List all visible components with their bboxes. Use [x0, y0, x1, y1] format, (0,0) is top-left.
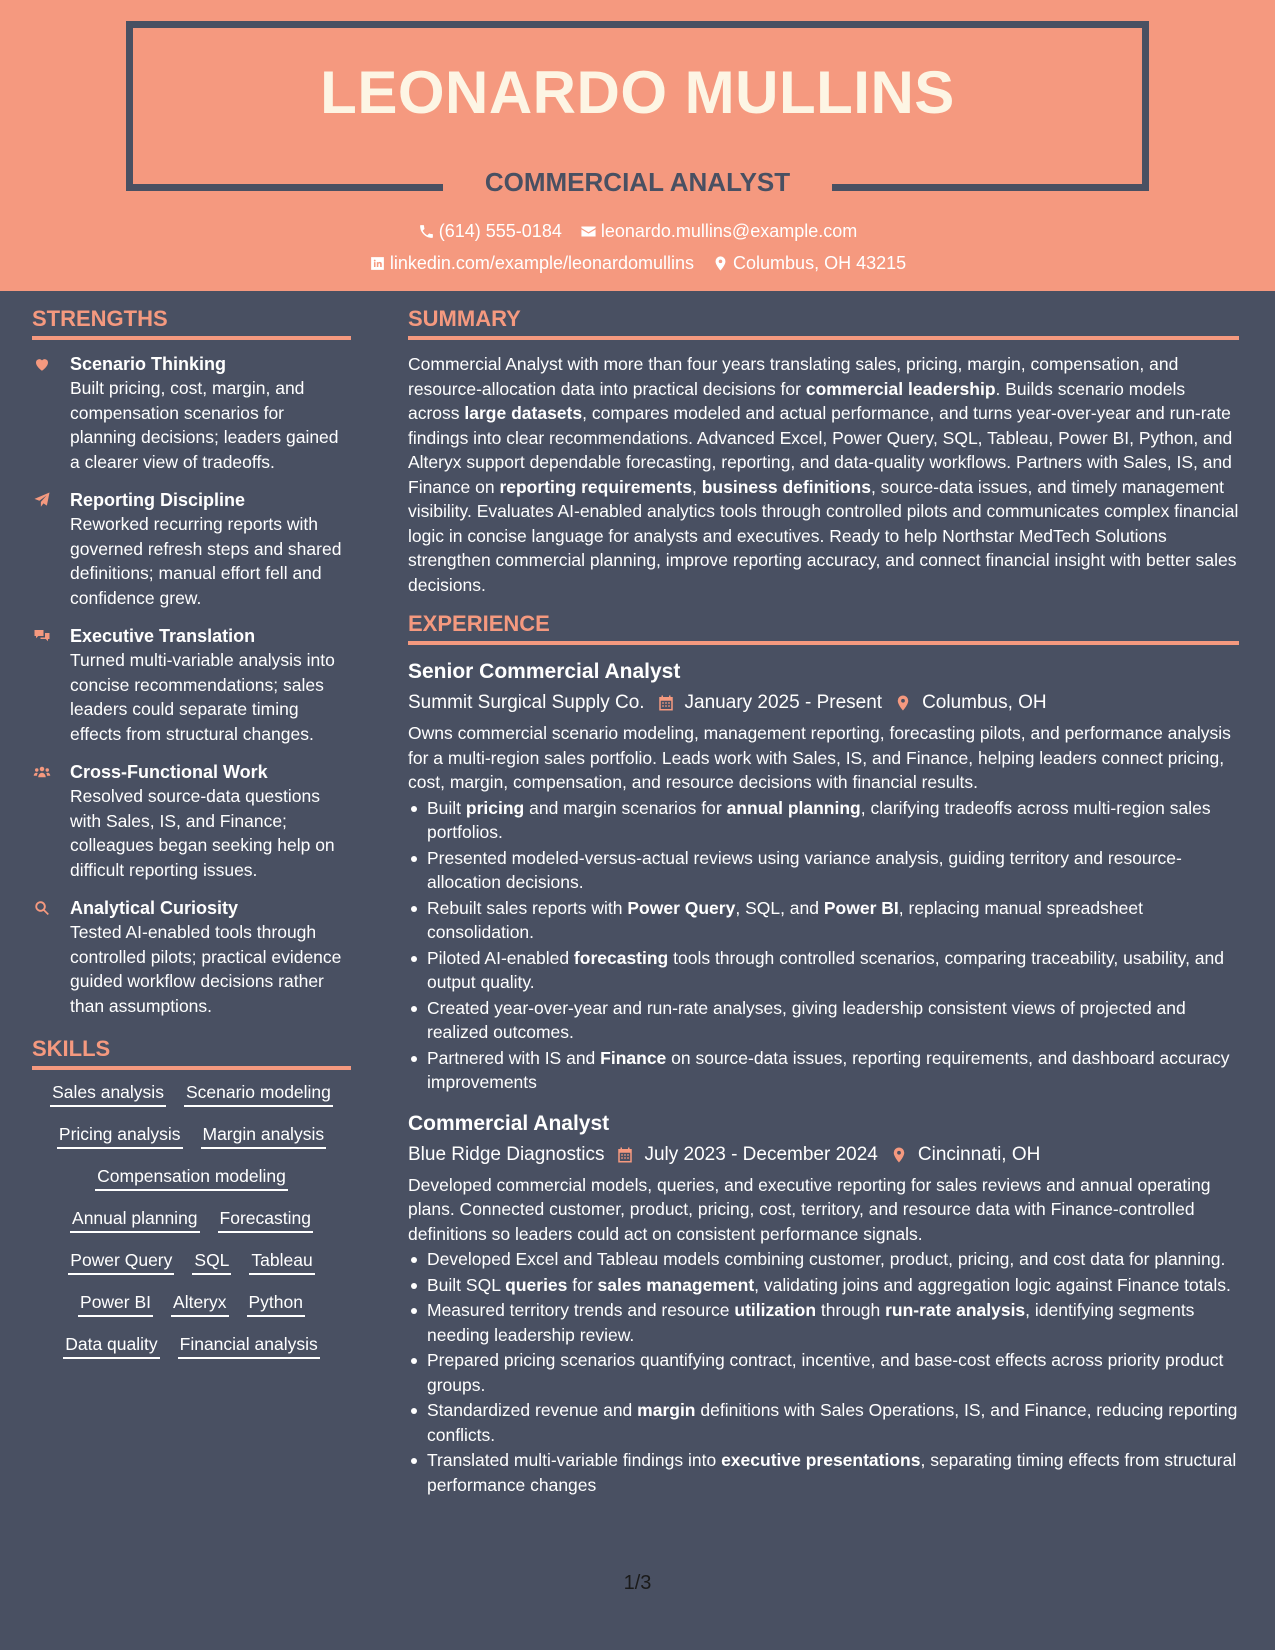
skill-tag: Annual planning — [70, 1208, 200, 1233]
text-run: , separating timing effects from structural performance changes — [427, 1450, 1237, 1495]
bold-text: pricing — [465, 797, 525, 818]
text-run: Measured territory trends and resource — [427, 1300, 735, 1320]
text-run: Partnered with IS and — [427, 1047, 601, 1068]
bold-text: annual planning — [726, 797, 861, 818]
text-run: Translated multi-variable findings into — [427, 1450, 722, 1470]
text-run: , source-data issues, and timely management visibility. Evaluates AI-enabled analytics tools through controlled pilots and communicates complex financial logic in concise language for analysts and executives. Ready to help Northstar MedTech Solutions strengthen commercial planning, improve reporting accuracy, and connect financial insight with better sales decisions. — [408, 476, 1239, 595]
job-position: Commercial Analyst — [408, 1111, 610, 1135]
text-run: , identifying segments needing leadership review. — [427, 1300, 1195, 1345]
sidebar — [32, 306, 351, 1376]
map-marker-icon — [894, 693, 912, 713]
strength-title: Analytical Curiosity — [70, 898, 239, 918]
job-company: Summit Surgical Supply Co. — [408, 692, 645, 713]
strength-item — [32, 624, 351, 746]
job-meta — [408, 687, 1239, 719]
job-entry — [408, 657, 1239, 1095]
strength-item — [32, 352, 351, 474]
job-dates: July 2023 - December 2024 — [644, 1143, 878, 1165]
bold-text: margin — [637, 1400, 696, 1420]
text-run: definitions with Sales Operations, IS, and Finance, reducing reporting conflicts. — [427, 1400, 1238, 1445]
strength-body — [70, 896, 351, 1018]
strength-body — [70, 624, 351, 746]
strength-body — [70, 488, 351, 610]
location-text: Columbus, OH 43215 — [733, 253, 907, 273]
skill-row — [32, 1166, 351, 1191]
strength-icon-wrap — [32, 488, 56, 610]
text-run: Created year-over-year and run-rate analyses, giving leadership consistent views of projected and realized outcomes. — [427, 997, 1186, 1042]
skill-tag: Data quality — [63, 1334, 159, 1359]
job-bullets — [408, 1247, 1239, 1497]
job-bullet — [408, 896, 1239, 945]
contact-row-1 — [0, 221, 1275, 242]
users-icon — [32, 763, 52, 781]
heart-icon — [32, 355, 52, 373]
bold-text: sales management — [597, 1274, 755, 1295]
bold-text: run-rate analysis — [885, 1300, 1026, 1320]
strength-item — [32, 760, 351, 882]
skill-tag: Power Query — [68, 1250, 174, 1275]
bold-text: business definitions — [701, 476, 871, 497]
strength-icon-wrap — [32, 352, 56, 474]
skill-tag: Financial analysis — [178, 1334, 320, 1359]
text-run: Prepared pricing scenarios quantifying contract, incentive, and base-cost effects across priority product groups. — [427, 1350, 1224, 1395]
strength-icon-wrap — [32, 760, 56, 882]
job-description: Developed commercial models, queries, and executive reporting for sales reviews and annual operating plans. Connected customer, product, pricing, cost, territory, and resource data with Finance-controlled definitions so leaders could act on consistent performance signals. — [408, 1174, 1211, 1244]
strength-desc: Built pricing, cost, margin, and compensation scenarios for planning decisions; leaders gained a clearer view of tradeoffs. — [70, 378, 339, 472]
skill-tag: Pricing analysis — [57, 1124, 183, 1149]
bold-text: utilization — [734, 1300, 817, 1320]
calendar-icon — [616, 1145, 634, 1165]
skill-row — [32, 1292, 351, 1317]
job-location: Columbus, OH — [922, 692, 1047, 713]
text-run: , replacing manual spreadsheet consolidation. — [427, 897, 1143, 942]
job-title: COMMERCIAL ANALYST — [484, 167, 791, 197]
text-run: Built — [427, 797, 466, 818]
bold-text: Power Query — [627, 897, 736, 918]
skill-row — [32, 1082, 351, 1107]
text-run: on source-data issues, reporting requirements, and dashboard accuracy improvements — [427, 1047, 1230, 1092]
skill-tag: Power BI — [78, 1292, 153, 1317]
contact-location — [712, 253, 906, 274]
bold-text: Power BI — [823, 897, 899, 918]
job-meta — [408, 1139, 1239, 1171]
strength-desc: Resolved source-data questions with Sales, IS, and Finance; colleagues began seeking help on difficult reporting issues. — [70, 786, 335, 880]
text-run: for — [567, 1274, 598, 1295]
strengths-heading: STRENGTHS — [32, 306, 351, 340]
skill-tag: Python — [247, 1292, 305, 1317]
phone-icon — [418, 223, 435, 240]
bold-text: reporting requirements — [499, 476, 692, 497]
skill-tag: Sales analysis — [50, 1082, 166, 1107]
job-location: Cincinnati, OH — [917, 1143, 1041, 1165]
map-marker-icon — [890, 1145, 908, 1165]
skill-tag: Alteryx — [171, 1292, 228, 1317]
text-run: through — [816, 1300, 886, 1320]
bold-text: queries — [505, 1274, 568, 1295]
text-run: Standardized revenue and — [427, 1400, 638, 1420]
resume-header — [0, 0, 1275, 291]
comments-icon — [32, 627, 52, 645]
job-bullet — [408, 1298, 1239, 1347]
skill-row — [32, 1334, 351, 1359]
summary-heading: SUMMARY — [408, 306, 1239, 340]
bold-text: forecasting — [573, 947, 669, 968]
strength-title: Cross-Functional Work — [70, 762, 268, 782]
strength-icon-wrap — [32, 624, 56, 746]
text-run: . Builds scenario models across — [408, 378, 1186, 423]
candidate-name: LEONARDO MULLINS — [320, 59, 955, 126]
job-bullet — [408, 996, 1239, 1045]
text-run: , SQL, and — [735, 897, 824, 918]
text-run: Rebuilt sales reports with — [427, 897, 628, 918]
skills-list — [32, 1082, 351, 1359]
job-position: Senior Commercial Analyst — [408, 660, 681, 683]
bold-text: Finance — [600, 1047, 667, 1068]
text-run: , — [692, 476, 702, 497]
skill-row — [32, 1124, 351, 1149]
strength-desc: Turned multi-variable analysis into concise recommendations; sales leaders could separate timing effects from structural changes. — [70, 650, 335, 744]
strength-item — [32, 488, 351, 610]
paper-plane-icon — [32, 491, 52, 509]
main-content — [408, 306, 1239, 1511]
job-bullet — [408, 1046, 1239, 1095]
calendar-icon — [657, 693, 675, 713]
skill-tag: Margin analysis — [201, 1124, 327, 1149]
skills-heading: SKILLS — [32, 1036, 351, 1070]
email-text[interactable]: leonardo.mullins@example.com — [600, 221, 858, 241]
job-entry — [408, 1109, 1239, 1498]
job-bullet — [408, 1247, 1239, 1272]
phone-text: (614) 555-0184 — [438, 221, 562, 241]
header-frame-bottom-right — [832, 184, 1149, 191]
strength-icon-wrap — [32, 896, 56, 1018]
strength-desc: Tested AI-enabled tools through controlled pilots; practical evidence guided workflow decisions rather than assumptions. — [70, 922, 342, 1016]
text-run: tools through controlled scenarios, comparing traceability, usability, and output quality. — [427, 947, 1225, 992]
text-run: , validating joins and aggregation logic against Finance totals. — [754, 1274, 1231, 1295]
strength-title: Scenario Thinking — [70, 354, 227, 374]
job-dates: January 2025 - Present — [684, 692, 883, 713]
text-run: , clarifying tradeoffs across multi-region sales portfolios. — [427, 797, 1211, 842]
bold-text: large datasets — [464, 403, 583, 423]
strength-body — [70, 760, 351, 882]
job-company: Blue Ridge Diagnostics — [408, 1143, 605, 1165]
bold-text: executive presentations — [721, 1450, 921, 1470]
text-run: Built SQL — [427, 1274, 506, 1295]
page-number: 1/3 — [623, 1572, 652, 1594]
envelope-icon — [580, 223, 597, 240]
job-description: Owns commercial scenario modeling, management reporting, forecasting pilots, and performance analysis for a multi-region sales portfolio. Leads work with Sales, IS, and Finance, helping leaders connect pricing, cost, margin, compensation, and resource decisions with financial results. — [408, 723, 1231, 792]
contact-row-2 — [0, 253, 1275, 274]
experience-list — [408, 657, 1239, 1497]
skill-tag: Tableau — [249, 1250, 314, 1275]
summary-text — [408, 352, 1239, 597]
experience-heading: EXPERIENCE — [408, 611, 1239, 645]
text-run: , compares modeled and actual performance, and turns year-over-year and run-rate findings into clear recommendations. Advanced Excel, Power Query, SQL, Tableau, Power BI, Python, and Alteryx support dependable forecasting, reporting, and data-quality workflows. Partners with Sales, IS, and Finance on — [408, 403, 1233, 497]
skill-tag: Scenario modeling — [184, 1082, 333, 1107]
search-icon — [32, 899, 52, 917]
job-bullet — [408, 796, 1239, 845]
text-run: Presented modeled-versus-actual reviews using variance analysis, guiding territory and resource-allocation decisions. — [427, 847, 1182, 892]
skill-row — [32, 1208, 351, 1233]
contact-email[interactable] — [580, 221, 857, 242]
strength-item — [32, 896, 351, 1018]
strength-body — [70, 352, 351, 474]
skill-row — [32, 1250, 351, 1275]
text-run: and margin scenarios for — [524, 797, 727, 818]
skill-tag: Forecasting — [218, 1208, 313, 1233]
contact-linkedin[interactable] — [369, 253, 694, 274]
strengths-list — [32, 352, 351, 1018]
map-marker-icon — [712, 255, 729, 272]
text-run: Developed Excel and Tableau models combining customer, product, pricing, and cost data for planning. — [427, 1249, 1226, 1269]
job-bullet — [408, 1348, 1239, 1397]
header-frame-bottom-left — [126, 184, 443, 191]
job-bullet — [408, 846, 1239, 895]
skill-tag: SQL — [192, 1250, 231, 1275]
linkedin-text[interactable]: linkedin.com/example/leonardomullins — [389, 253, 695, 273]
linkedin-icon — [369, 255, 386, 272]
strength-title: Executive Translation — [70, 626, 256, 646]
job-bullet — [408, 1273, 1239, 1298]
job-bullets — [408, 796, 1239, 1095]
text-run: Commercial Analyst with more than four years translating sales, pricing, margin, compensation, and resource-allocation data into practical decisions for — [408, 354, 1179, 399]
bold-text: commercial leadership — [805, 378, 996, 399]
job-bullet — [408, 1398, 1239, 1447]
strength-desc: Reworked recurring reports with governed refresh steps and shared definitions; manual effort fell and confidence grew. — [70, 514, 342, 608]
job-bullet — [408, 946, 1239, 995]
job-bullet — [408, 1448, 1239, 1497]
text-run: Piloted AI-enabled — [427, 947, 574, 968]
contact-phone — [418, 221, 562, 242]
strength-title: Reporting Discipline — [70, 490, 246, 510]
skill-tag: Compensation modeling — [95, 1166, 288, 1191]
